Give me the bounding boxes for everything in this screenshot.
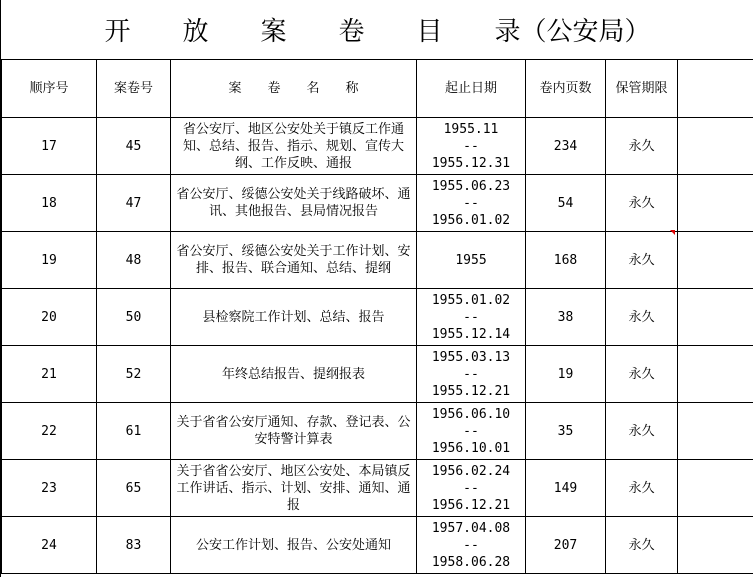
date-sep: -- bbox=[463, 309, 479, 325]
date-end: 1956.12.21 bbox=[431, 497, 511, 513]
date-sep: -- bbox=[463, 480, 479, 496]
cell-dates bbox=[417, 460, 526, 517]
cell-empty bbox=[678, 460, 753, 517]
cell-dates bbox=[417, 289, 526, 346]
cell-retention: 永久 bbox=[606, 232, 678, 289]
table-row bbox=[2, 403, 753, 460]
cell-dates bbox=[417, 175, 526, 232]
page-title-text: 开 放 案 卷 目 录（公安局） bbox=[104, 17, 651, 47]
table-row bbox=[2, 232, 753, 289]
cell-file-no: 48 bbox=[97, 232, 171, 289]
cell-file-no: 50 bbox=[97, 289, 171, 346]
date-start: 1956.06.10 bbox=[431, 406, 511, 422]
date-end: 1956.01.02 bbox=[431, 212, 511, 228]
cell-empty bbox=[678, 403, 753, 460]
cell-retention: 永久 bbox=[606, 517, 678, 574]
cell-file-no: 65 bbox=[97, 460, 171, 517]
date-sep: -- bbox=[463, 138, 479, 154]
cell-seq: 18 bbox=[2, 175, 97, 232]
cell-name: 县检察院工作计划、总结、报告 bbox=[171, 289, 417, 346]
cell-empty bbox=[678, 118, 753, 175]
date-sep: -- bbox=[463, 366, 479, 382]
date-start: 1955.11 bbox=[443, 121, 499, 137]
date-sep: -- bbox=[463, 195, 479, 211]
cell-file-no: 83 bbox=[97, 517, 171, 574]
table-row bbox=[2, 460, 753, 517]
table-row bbox=[2, 346, 753, 403]
cell-dates bbox=[417, 118, 526, 175]
date-end: 1955.12.21 bbox=[431, 383, 511, 399]
cell-dates bbox=[417, 517, 526, 574]
date-start: 1955 bbox=[455, 252, 487, 268]
cell-name: 公安工作计划、报告、公安处通知 bbox=[171, 517, 417, 574]
cell-pages: 168 bbox=[526, 232, 606, 289]
cell-empty bbox=[678, 346, 753, 403]
cell-dates bbox=[417, 403, 526, 460]
header-empty bbox=[678, 60, 753, 118]
cell-file-no: 61 bbox=[97, 403, 171, 460]
header-file-no: 案卷号 bbox=[97, 60, 171, 118]
table-row bbox=[2, 517, 753, 574]
cell-file-no: 52 bbox=[97, 346, 171, 403]
cell-empty bbox=[678, 517, 753, 574]
date-sep: -- bbox=[463, 423, 479, 439]
date-end: 1955.12.31 bbox=[431, 155, 511, 171]
date-sep: -- bbox=[463, 537, 479, 553]
date-start: 1955.06.23 bbox=[431, 178, 511, 194]
cell-pages: 19 bbox=[526, 346, 606, 403]
cell-pages: 234 bbox=[526, 118, 606, 175]
cell-retention: 永久 bbox=[606, 403, 678, 460]
date-end: 1955.12.14 bbox=[431, 326, 511, 342]
cell-file-no: 45 bbox=[97, 118, 171, 175]
cell-seq: 21 bbox=[2, 346, 97, 403]
cell-pages: 54 bbox=[526, 175, 606, 232]
date-end: 1958.06.28 bbox=[431, 554, 511, 570]
page-title bbox=[1, 0, 753, 60]
date-start: 1957.04.08 bbox=[431, 520, 511, 536]
cell-name: 省公安厅、绥德公安处关于线路破坏、通讯、其他报告、县局情况报告 bbox=[171, 175, 417, 232]
cell-pages: 207 bbox=[526, 517, 606, 574]
cell-file-no: 47 bbox=[97, 175, 171, 232]
cell-seq: 23 bbox=[2, 460, 97, 517]
header-dates: 起止日期 bbox=[417, 60, 526, 118]
cell-dates bbox=[417, 346, 526, 403]
cell-seq: 24 bbox=[2, 517, 97, 574]
comment-marker-icon bbox=[670, 230, 675, 235]
cell-dates bbox=[417, 232, 526, 289]
cell-seq: 22 bbox=[2, 403, 97, 460]
cell-empty bbox=[678, 175, 753, 232]
cell-retention: 永久 bbox=[606, 289, 678, 346]
cell-pages: 35 bbox=[526, 403, 606, 460]
cell-seq: 19 bbox=[2, 232, 97, 289]
header-seq: 顺序号 bbox=[2, 60, 97, 118]
cell-empty bbox=[678, 232, 753, 289]
cell-retention: 永久 bbox=[606, 118, 678, 175]
cell-retention: 永久 bbox=[606, 175, 678, 232]
cell-name: 关于省省公安厅通知、存款、登记表、公安特警计算表 bbox=[171, 403, 417, 460]
cell-empty bbox=[678, 289, 753, 346]
cell-name: 关于省省公安厅、地区公安处、本局镇反工作讲话、指示、计划、安排、通知、通报 bbox=[171, 460, 417, 517]
catalog-table bbox=[1, 59, 753, 574]
cell-name: 年终总结报告、提纲报表 bbox=[171, 346, 417, 403]
header-row bbox=[2, 60, 753, 118]
date-start: 1955.01.02 bbox=[431, 292, 511, 308]
header-pages: 卷内页数 bbox=[526, 60, 606, 118]
cell-retention: 永久 bbox=[606, 460, 678, 517]
cell-pages: 38 bbox=[526, 289, 606, 346]
cell-pages: 149 bbox=[526, 460, 606, 517]
table-row bbox=[2, 289, 753, 346]
cell-name: 省公安厅、地区公安处关于镇反工作通知、总结、报告、指示、规划、宣传大纲、工作反映、通报 bbox=[171, 118, 417, 175]
header-retention: 保管期限 bbox=[606, 60, 678, 118]
table-row bbox=[2, 175, 753, 232]
cell-retention: 永久 bbox=[606, 346, 678, 403]
table-row bbox=[2, 118, 753, 175]
date-start: 1956.02.24 bbox=[431, 463, 511, 479]
date-end: 1956.10.01 bbox=[431, 440, 511, 456]
date-start: 1955.03.13 bbox=[431, 349, 511, 365]
cell-name: 省公安厅、绥德公安处关于工作计划、安排、报告、联合通知、总结、提纲 bbox=[171, 232, 417, 289]
cell-seq: 17 bbox=[2, 118, 97, 175]
header-name: 案 卷 名 称 bbox=[171, 60, 417, 118]
cell-seq: 20 bbox=[2, 289, 97, 346]
